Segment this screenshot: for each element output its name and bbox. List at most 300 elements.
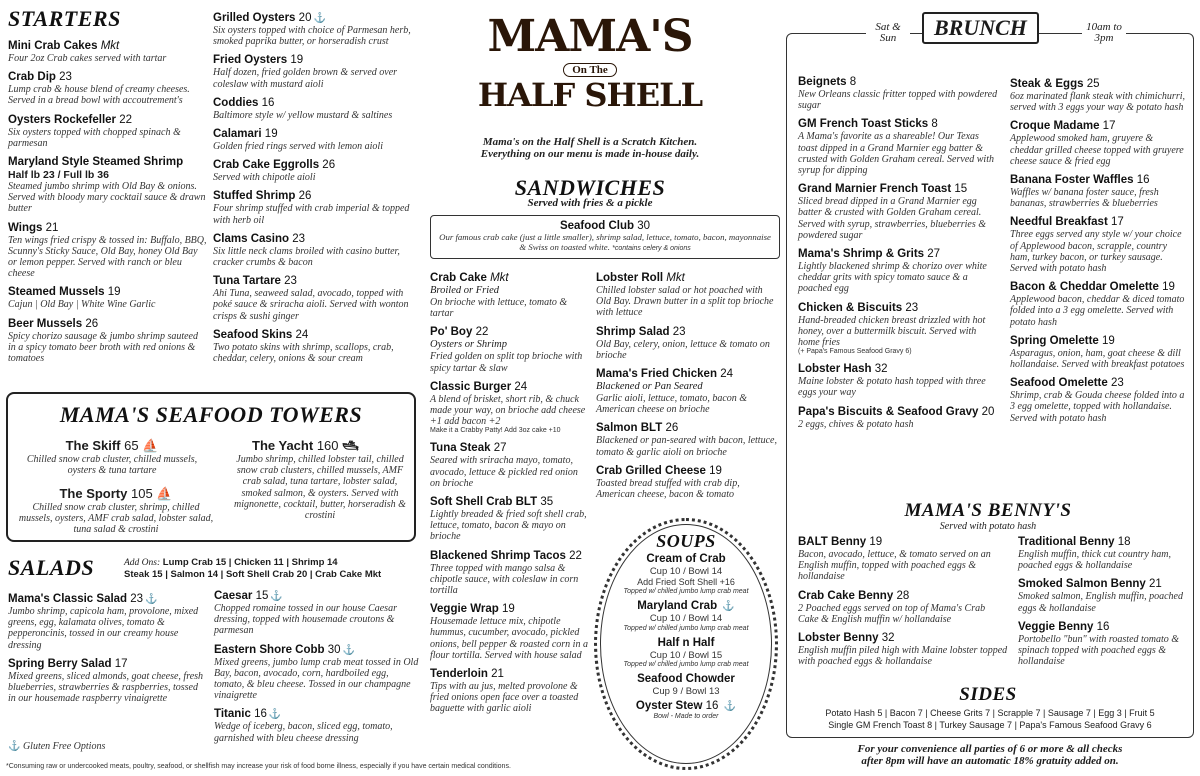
menu-item — [798, 183, 998, 241]
menu-item — [430, 603, 590, 661]
item-title — [798, 248, 998, 261]
menu-item — [213, 12, 413, 47]
item-title — [430, 550, 590, 563]
item-name: Croque Madame — [1010, 120, 1100, 133]
item-description: Three eggs served any style w/ your choice of Applewood bacon, scrapple, country ham, turkey bacon, or turkey sausage. Served with potato hash — [1010, 229, 1182, 275]
menu-item — [798, 302, 998, 357]
item-price: 24 — [514, 380, 528, 393]
item-name: Lobster Hash — [798, 363, 872, 376]
item-description: A Mama's favorite as a shareable! Our Texas toast dipped in a Grand Marnier egg batter & crusted with Golden Graham cereal. Served with syrup for dipping — [798, 131, 994, 177]
menu-item — [1010, 120, 1186, 167]
menu-item — [798, 590, 1008, 625]
item-price: 22 — [475, 326, 489, 339]
item-title — [8, 40, 208, 53]
item-price: 17 — [114, 657, 128, 670]
menu-item — [798, 76, 998, 111]
item-title — [798, 363, 998, 376]
anchor-icon: ⚓ — [313, 13, 326, 24]
menu-item — [8, 658, 208, 705]
item-name: Maryland Style Steamed Shrimp — [8, 156, 184, 169]
item-title — [8, 593, 208, 606]
menu-item — [1010, 377, 1186, 424]
item-price: 32 — [881, 632, 895, 645]
disclaimer: *Consuming raw or undercooked meats, poultry, seafood, or shellfish may increase your risk of food borne illness, especially if you have certain medical conditions. — [6, 763, 511, 770]
item-description: Golden fried rings served with lemon aioli — [213, 141, 383, 153]
item-title — [798, 76, 998, 89]
item-name: Veggie Wrap — [430, 603, 499, 616]
item-price: 19 — [290, 54, 304, 67]
soup-name: Oyster Stew — [635, 700, 703, 713]
item-price: 19 — [502, 603, 515, 616]
item-name: Titanic — [214, 708, 251, 721]
item-price: 26 — [298, 190, 312, 203]
item-name: Clams Casino — [213, 232, 290, 245]
item-description: Bacon, avocado, lettuce, & tomato served on an English muffin, topped with poached eggs & hollandaise — [798, 549, 991, 583]
item-title — [8, 114, 208, 127]
item-name: Mama's Fried Chicken — [596, 368, 717, 381]
item-name: Seafood Skins — [213, 328, 293, 341]
item-description: English muffin, thick cut country ham, poached eggs & hollandaise — [1018, 549, 1172, 572]
item-price: 19 — [1102, 334, 1115, 347]
sides-line-2: Single GM French Toast 8 | Turkey Sausage 7 | Papa's Famous Seafood Gravy 6 — [828, 720, 1152, 730]
brunch-hours: 10am to 3pm — [1082, 22, 1126, 44]
gratuity-line-1: For your convenience all parties of 6 or more & all checks — [857, 743, 1123, 755]
yacht-icon: 🛥 — [342, 438, 359, 453]
item-price: 16 — [254, 708, 267, 721]
soup-name: Maryland Crab — [637, 600, 718, 613]
item-title — [430, 603, 590, 616]
anchor-icon: ⚓ — [268, 709, 282, 721]
item-title — [596, 368, 780, 381]
sides-list — [790, 707, 1190, 731]
item-name: Chicken & Biscuits — [798, 301, 903, 314]
sandwiches-col2 — [596, 272, 780, 507]
item-name: Caesar — [214, 590, 253, 602]
item-title — [798, 536, 1008, 549]
tower-desc: Jumbo shrimp, chilled lobster tail, chilled snow crab clusters, chilled mussels, AMF crab salad, tuna tartare, lobster salad, smoked salmon, & oysters. Served with mignonette, cocktail, butter, horseradish & crostini — [234, 454, 406, 522]
item-price: Mkt — [490, 272, 509, 284]
menu-item — [213, 190, 413, 225]
item-price: 23 — [672, 325, 686, 338]
brunch-col1 — [798, 76, 998, 437]
item-description: Four shrimp stuffed with crab imperial & topped with herb oil — [213, 203, 410, 226]
item-name: Crab Grilled Cheese — [596, 464, 706, 477]
menu-item — [798, 363, 998, 398]
item-name: Seafood Omelette — [1010, 377, 1108, 390]
item-price: 26 — [322, 159, 336, 172]
item-price: 23 — [905, 301, 919, 314]
item-title — [430, 326, 590, 339]
item-title — [213, 159, 413, 172]
item-name: Wings — [8, 221, 43, 234]
item-title — [596, 465, 780, 478]
item-title — [430, 442, 590, 455]
menu-item — [8, 286, 208, 310]
item-description: Old Bay, celery, onion, lettuce & tomato on brioche — [596, 338, 770, 361]
item-name: Crab Dip — [8, 71, 56, 84]
anchor-icon: ⚓ — [722, 601, 735, 613]
item-name: Fried Oysters — [213, 54, 288, 67]
item-name: Oysters Rockefeller — [8, 113, 117, 126]
item-title — [596, 326, 780, 339]
item-title — [8, 318, 208, 331]
item-description: Four 2oz Crab cakes served with tartar — [8, 53, 167, 64]
gf-legend — [8, 741, 105, 752]
item-title — [213, 128, 413, 141]
item-name: Lobster Roll — [596, 272, 664, 284]
logo-half-shell: HALF SHELL — [477, 76, 703, 114]
menu-item — [596, 326, 780, 361]
item-name: Bacon & Cheddar Omelette — [1010, 281, 1159, 294]
item-price: 24 — [720, 368, 733, 381]
logo-tagline — [440, 136, 740, 160]
soups-content — [597, 531, 775, 721]
item-name: Mini Crab Cakes — [8, 40, 98, 52]
item-title — [1010, 174, 1186, 187]
item-title — [213, 97, 413, 110]
item-title — [1010, 281, 1186, 294]
item-description: Chopped romaine tossed in our house Caesar dressing, topped with housemade croutons & parmesan — [214, 603, 397, 637]
tower-sporty — [16, 486, 216, 536]
item-name: Papa's Biscuits & Seafood Gravy — [798, 405, 979, 418]
item-description: 2 eggs, chives & potato hash — [798, 418, 914, 430]
item-name: Crab Cake Eggrolls — [213, 159, 320, 172]
menu-item — [1018, 536, 1188, 571]
sides-title: SIDES — [959, 684, 1017, 705]
benny-col1 — [798, 536, 1008, 674]
sides-line-1: Potato Hash 5 | Bacon 7 | Cheese Grits 7 | Scrapple 7 | Sausage 7 | Egg 3 | Fruit 5 — [825, 708, 1155, 718]
item-price: 30 — [327, 643, 341, 656]
menu-item — [430, 550, 590, 597]
item-description: Steamed jumbo shrimp with Old Bay & onions. Served with bloody mary cocktail sauce & drawn butter — [8, 181, 206, 215]
club-price: 30 — [637, 220, 651, 232]
item-description: Tips with au jus, melted provolone & fried onions open face over a toasted baguette with garlic aioli — [430, 681, 579, 715]
benny-subtitle: Served with potato hash — [939, 521, 1037, 532]
item-subtitle: Oysters or Shrimp — [430, 339, 508, 351]
menu-item — [430, 272, 590, 319]
skiff-boat-icon: ⛵ — [142, 438, 159, 453]
menu-item — [213, 128, 413, 152]
benny-title: MAMA'S BENNY'S — [904, 500, 1072, 521]
item-description: Smoked salmon, English muffin, poached eggs & hollandaise — [1018, 591, 1183, 614]
tower-price: 105 — [131, 486, 153, 501]
anchor-icon: ⚓ — [145, 594, 158, 605]
menu-item — [213, 97, 413, 121]
item-description: Two potato skins with shrimp, scallops, crab, cheddar, celery, onions & sour cream — [213, 341, 394, 365]
item-name: Needful Breakfast — [1010, 216, 1108, 229]
addons-line1: Lump Crab 15 | Chicken 11 | Shrimp 14 — [162, 557, 338, 568]
item-title — [1010, 377, 1186, 390]
item-title — [430, 496, 590, 509]
item-name: Stuffed Shrimp — [213, 190, 296, 203]
brunch-col2 — [1010, 78, 1186, 431]
soup-extra: Add Fried Soft Shell +16 — [637, 577, 735, 588]
item-title — [1010, 120, 1186, 133]
item-subtitle: Half lb 23 / Full lb 36 — [8, 169, 109, 182]
item-price: 23 — [59, 71, 72, 84]
item-title — [596, 272, 780, 285]
item-title — [798, 183, 998, 196]
item-title — [1018, 621, 1188, 634]
item-price: 19 — [107, 286, 121, 299]
soup-sizes: Cup 10 / Bowl 15 — [649, 649, 723, 661]
item-description: Waffles w/ banana foster sauce, fresh bananas, strawberries & blueberries — [1010, 187, 1159, 210]
menu-item — [213, 233, 413, 268]
anchor-icon: ⚓ — [8, 741, 21, 752]
soup-note: Topped w/ chilled jumbo lump crab meat — [623, 588, 749, 596]
item-description: Baltimore style w/ yellow mustard & saltines — [213, 109, 393, 121]
item-price: 8 — [849, 76, 857, 88]
seafood-towers-box — [6, 392, 416, 542]
menu-item — [214, 644, 419, 702]
item-note: (+ Papa's Famous Seafood Gravy 6) — [798, 348, 912, 356]
soup-name: Seafood Chowder — [637, 672, 735, 685]
club-note: *contains celery & onions — [612, 244, 691, 252]
item-description: New Orleans classic fritter topped with powdered sugar — [798, 89, 998, 112]
item-price: 23 — [292, 232, 306, 245]
tower-desc: Chilled snow crab cluster, shrimp, chilled mussels, oysters, AMF crab salad, lobster salad, tuna salad & crostini — [18, 502, 214, 536]
item-title — [430, 272, 590, 285]
item-description: Maine lobster & potato hash topped with three eggs your way — [798, 376, 986, 399]
item-price: 16 — [1096, 620, 1110, 633]
gf-legend-text: Gluten Free Options — [22, 741, 106, 752]
item-name: Mama's Classic Salad — [8, 593, 128, 605]
item-description: A blend of brisket, short rib, & chuck made your way, on brioche add cheese +1 add bacon +2 — [430, 393, 586, 428]
item-title — [798, 632, 1008, 645]
item-title — [213, 12, 413, 25]
menu-item — [596, 422, 780, 457]
menu-item — [213, 159, 413, 183]
soup-name: Cream of Crab — [646, 553, 726, 565]
item-description: Six oysters topped with choice of Parmesan herb, smoked paprika butter, or horseradish crust — [213, 25, 411, 48]
soup-sizes: Cup 10 / Bowl 14 — [649, 566, 723, 577]
item-price: 21 — [491, 668, 504, 681]
addons-line2: Steak 15 | Salmon 14 | Soft Shell Crab 20 | Crab Cake Mkt — [124, 569, 382, 580]
item-price: 27 — [927, 248, 941, 261]
item-name: Po' Boy — [430, 326, 473, 339]
item-title — [214, 590, 419, 603]
item-title — [1018, 536, 1188, 549]
tower-yacht — [230, 438, 410, 521]
item-description: English muffin piled high with Maine lobster topped with poached eggs & hollandaise — [798, 645, 1008, 668]
item-price: 22 — [119, 113, 133, 126]
item-title — [1018, 578, 1188, 591]
starters-col2 — [213, 12, 413, 371]
item-name: Soft Shell Crab BLT — [430, 496, 538, 509]
item-name: Veggie Benny — [1018, 620, 1094, 633]
item-name: Smoked Salmon Benny — [1018, 578, 1146, 591]
menu-item — [8, 156, 208, 215]
item-description: Six little neck clams broiled with casino butter, cracker crumbs & bacon — [213, 245, 400, 269]
menu-item — [8, 71, 208, 106]
item-price: 16 — [1136, 174, 1150, 187]
item-title — [213, 275, 413, 288]
menu-item — [213, 329, 413, 364]
item-name: Crab Cake — [430, 272, 487, 284]
salads-title: SALADS — [8, 555, 95, 580]
anchor-icon: ⚓ — [342, 644, 356, 656]
item-name: GM French Toast Sticks — [798, 118, 929, 131]
item-subtitle: Blackened or Pan Seared — [596, 381, 703, 393]
item-description: Lightly blackened shrimp & chorizo over white cheddar grits with spicy tomato sauce & a poached egg — [798, 261, 987, 295]
item-name: Spring Omelette — [1010, 334, 1099, 347]
item-price: 8 — [931, 118, 938, 131]
item-price: 17 — [1102, 120, 1116, 133]
item-name: Tenderloin — [430, 668, 488, 681]
item-description: Chilled lobster salad or hot poached with Old Bay. Drawn butter in a split top brioche with lettuce — [596, 285, 774, 319]
item-description: Sliced bread dipped in a Grand Marnier egg batter & crusted with Golden Graham cereal. Served with syrup, strawberries, blueberries & powdered sugar — [798, 196, 987, 241]
tagline-1: Mama's on the Half Shell is a Scratch Kitchen. — [482, 136, 698, 148]
logo-mamas: MAMA'S — [487, 11, 693, 62]
item-price: 20 — [298, 12, 312, 24]
menu-item — [1010, 216, 1186, 274]
item-name: Blackened Shrimp Tacos — [430, 549, 566, 562]
item-name: BALT Benny — [798, 536, 867, 548]
item-description: On brioche with lettuce, tomato & tartar — [430, 297, 568, 320]
menu-item — [430, 496, 590, 543]
sport-boat-icon: ⛵ — [156, 486, 173, 501]
seafood-club-box — [430, 215, 780, 259]
tower-name: The Sporty — [59, 486, 128, 501]
gratuity-line-2: after 8pm will have an automatic 18% gratuity added on. — [861, 755, 1119, 767]
item-name: Tuna Steak — [430, 442, 491, 455]
item-price: 20 — [981, 405, 995, 418]
item-name: Beignets — [798, 76, 847, 88]
item-price: 19 — [869, 536, 883, 548]
item-price: 24 — [295, 328, 309, 341]
menu-item — [1010, 174, 1186, 209]
item-description: 2 Poached eggs served on top of Mama's Crab Cake & English muffin w/ hollandaise — [798, 602, 986, 625]
item-price: 32 — [874, 363, 888, 376]
item-description: Half dozen, fried golden brown & served over coleslaw with mustard aioli — [213, 67, 398, 90]
item-name: Shrimp Salad — [596, 325, 670, 338]
soup-item — [597, 600, 775, 632]
item-title — [596, 422, 780, 435]
tower-name: The Skiff — [65, 438, 121, 453]
brunch-title: BRUNCH — [922, 12, 1039, 44]
soup-note: Topped w/ chilled jumbo lump crab meat — [623, 624, 749, 632]
item-description: Ten wings fried crispy & tossed in: Buffalo, BBQ, Scunny's Sticky Sauce, Old Bay, honey Old Bay or lemon pepper. Served with ranch or bleu cheese — [8, 234, 207, 280]
soup-sizes: Cup 9 / Bowl 13 — [652, 685, 720, 697]
item-title — [214, 644, 419, 657]
soup-price: 16 — [705, 700, 719, 713]
salads-col1 — [8, 593, 208, 711]
menu-item — [798, 118, 998, 176]
item-price: 35 — [540, 496, 554, 509]
item-price: 19 — [1162, 281, 1175, 294]
item-name: Grilled Oysters — [213, 12, 296, 24]
item-name: Salmon BLT — [596, 422, 663, 435]
menu-item — [213, 54, 413, 89]
soup-item — [597, 553, 775, 596]
item-description: Hand-breaded chicken breast drizzled with hot honey, over a buttermilk biscuit. Served with home fries — [798, 314, 986, 349]
menu-item — [430, 326, 590, 373]
item-description: Garlic aioli, lettuce, tomato, bacon & American cheese on brioche — [596, 393, 748, 416]
soups-title: SOUPS — [656, 531, 716, 551]
starters-col1 — [8, 40, 208, 371]
item-price: 17 — [1111, 216, 1124, 229]
menu-item — [798, 536, 1008, 583]
item-price: 23 — [284, 275, 297, 288]
item-description: Fried golden on split top brioche with spicy tartar & slaw — [430, 351, 583, 374]
item-name: Calamari — [213, 128, 262, 141]
item-description: Mixed greens, jumbo lump crab meat tossed in Old Bay, bacon, avocado, corn, hardboiled egg, tomato, & bleu cheese. Tossed in our champagne vinaigrette — [214, 656, 419, 702]
item-description: Wedge of iceberg, bacon, sliced egg, tomato, garnished with bleu cheese dressing — [214, 721, 393, 744]
tower-name: The Yacht — [252, 438, 314, 453]
soup-item — [597, 673, 775, 697]
item-name: Beer Mussels — [8, 317, 83, 330]
item-price: 22 — [569, 549, 582, 562]
item-description: Three topped with mango salsa & chipotle sauce, with coleslaw in corn tortilla — [430, 562, 579, 597]
item-title — [798, 302, 998, 315]
sandwiches-title: SANDWICHES — [514, 175, 666, 200]
menu-item — [1018, 621, 1188, 668]
menu-item — [430, 381, 590, 436]
soup-item — [597, 637, 775, 669]
item-name: Coddies — [213, 96, 259, 109]
item-title — [430, 668, 590, 681]
menu-item — [8, 318, 208, 365]
item-title — [1010, 216, 1186, 229]
sandwiches-col1 — [430, 272, 590, 722]
item-price: 23 — [130, 593, 144, 605]
item-description: Jumbo shrimp, capicola ham, provolone, mixed greens, egg, kalamata olives, tomato & pepperoncinis, tossed in our creamy house dressing — [8, 606, 199, 651]
item-title — [213, 190, 413, 203]
item-description: Housemade lettuce mix, chipotle hummus, cucumber, avocado, pickled onions, bell pepper & roasted corn in a flour tortilla. Served with house salad — [430, 616, 588, 661]
item-title — [798, 118, 998, 131]
menu-item — [213, 275, 413, 322]
anchor-icon: ⚓ — [723, 701, 737, 713]
item-description: Seared with sriracha mayo, tomato, avocado, lettuce & pickled red onion on brioche — [430, 455, 578, 489]
menu-item — [8, 114, 208, 149]
item-description: Served with chipotle aioli — [213, 172, 316, 184]
tagline-2: Everything on our menu is made in-house daily. — [480, 148, 700, 160]
item-price: 15 — [255, 590, 269, 602]
menu-item — [1010, 281, 1186, 328]
menu-item — [8, 40, 208, 64]
item-price: 21 — [1149, 578, 1162, 591]
item-price: 25 — [1086, 78, 1100, 90]
item-description: Applewood bacon, cheddar & diced tomato folded into a 3 egg omelette. Served with potato hash — [1010, 294, 1185, 328]
item-title — [8, 658, 208, 671]
item-description: Cajun | Old Bay | White Wine Garlic — [8, 299, 156, 311]
menu-item — [1018, 578, 1188, 613]
gratuity-note — [786, 743, 1194, 767]
menu-item — [8, 593, 208, 651]
item-description: Toasted bread stuffed with crab dip, American cheese, bacon & tomato — [596, 477, 740, 501]
item-title — [213, 233, 413, 246]
tower-desc: Chilled snow crab cluster, chilled mussels, oysters & tuna tartare — [26, 454, 198, 477]
item-description: 6oz marinated flank steak with chimichurri, served with 3 eggs your way & potato hash — [1010, 91, 1185, 114]
item-price: 27 — [493, 442, 507, 455]
tower-skiff — [22, 438, 202, 476]
starters-title: STARTERS — [8, 6, 121, 31]
item-description: Lump crab & house blend of creamy cheeses. Served in a bread bowl with accoutrement's — [8, 84, 190, 107]
anchor-icon: ⚓ — [270, 591, 283, 602]
menu-item — [430, 442, 590, 489]
addons-label: Add Ons: — [124, 558, 161, 568]
salad-addons — [124, 557, 419, 580]
item-title — [8, 286, 208, 299]
soup-name: Half n Half — [657, 636, 715, 649]
item-price: 28 — [896, 589, 910, 602]
item-price: 26 — [85, 317, 99, 330]
item-subtitle: Broiled or Fried — [430, 285, 500, 296]
brunch-days: Sat & Sun — [866, 22, 910, 44]
item-title — [430, 381, 590, 394]
item-name: Eastern Shore Cobb — [214, 643, 325, 656]
item-price: 19 — [264, 128, 278, 141]
